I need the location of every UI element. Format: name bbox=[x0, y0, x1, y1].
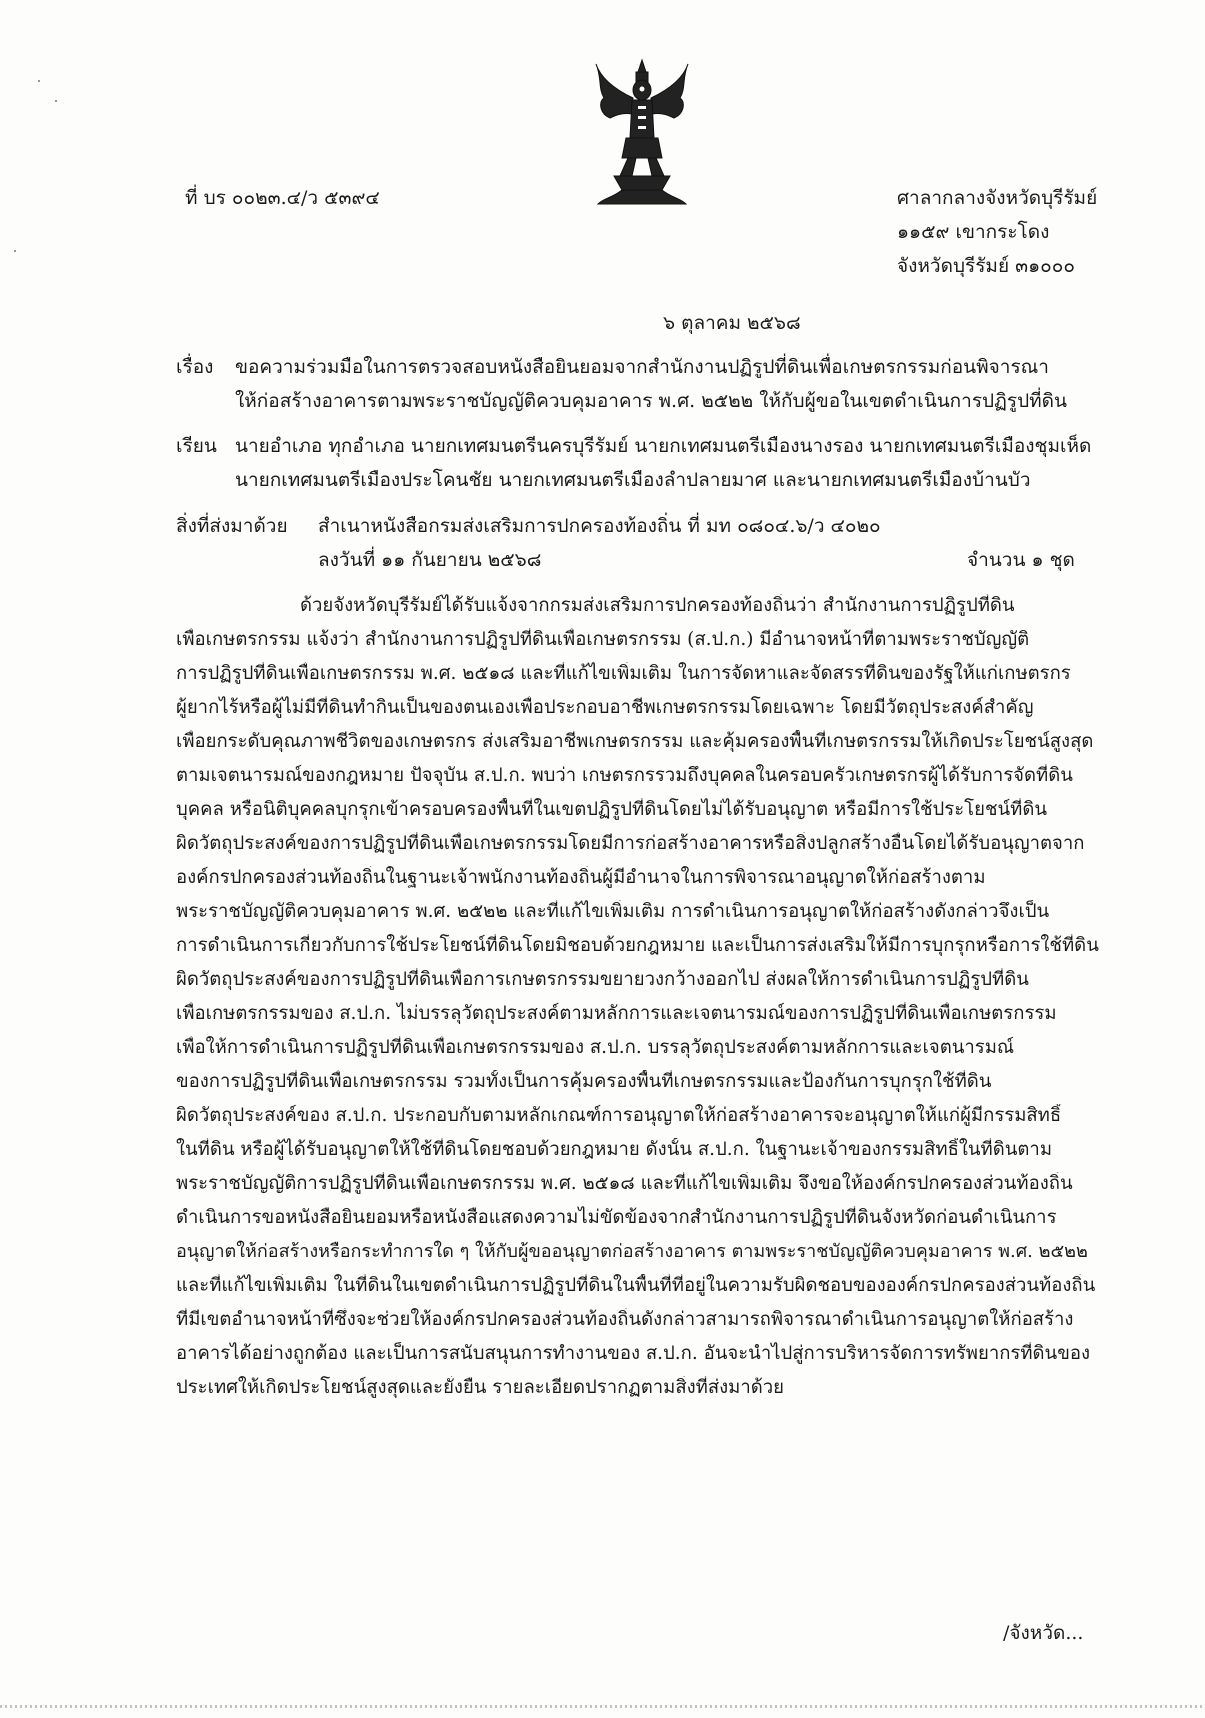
body-line: การดำเนินการเกี่ยวกับการใช้ประโยชน์ที่ดินโดยมิชอบด้วยกฎหมาย และเป็นการส่งเสริมให้มีการบุกรุกหรือการใช้ที่ดิน bbox=[176, 935, 1099, 956]
address-line: จังหวัดบุรีรัมย์ ๓๑๐๐๐ bbox=[897, 255, 1075, 277]
body-line: บุคคล หรือนิติบุคคลบุกรุกเข้าครอบครองพื้นที่ในเขตปฏิรูปที่ดินโดยไม่ได้รับอนุญาต หรือมีการใช้ประโยชน์ที่ดิน bbox=[176, 799, 1047, 820]
body-line: การปฏิรูปที่ดินเพื่อเกษตรกรรม พ.ศ. ๒๕๑๘ และที่แก้ไขเพิ่มเติม ในการจัดหาและจัดสรรที่ดินของรัฐให้แก่เกษตรกร bbox=[176, 663, 1071, 684]
body-line: ที่มีเขตอำนาจหน้าที่ซึ่งจะช่วยให้องค์กรปกครองส่วนท้องถิ่นดังกล่าวสามารถพิจารณาดำเนินการอนุญาตให้ก่อสร้าง bbox=[176, 1309, 1074, 1330]
body-line: พระราชบัญญัติการปฏิรูปที่ดินเพื่อเกษตรกรรม พ.ศ. ๒๕๑๘ และที่แก้ไขเพิ่มเติม จึงขอให้องค์กรปกครองส่วนท้องถิ่น bbox=[176, 1173, 1073, 1194]
body-line: องค์กรปกครองส่วนท้องถิ่นในฐานะเจ้าพนักงานท้องถิ่นผู้มีอำนาจในการพิจารณาอนุญาตให้ก่อสร้างตาม bbox=[176, 867, 986, 888]
body-line: ในที่ดิน หรือผู้ได้รับอนุญาตให้ใช้ที่ดินโดยชอบด้วยกฎหมาย ดังนั้น ส.ป.ก. ในฐานะเจ้าของกรรมสิทธิ์ในที่ดินตาม bbox=[176, 1139, 1053, 1160]
subject-line: ให้ก่อสร้างอาคารตามพระราชบัญญัติควบคุมอาคาร พ.ศ. ๒๕๒๒ ให้กับผู้ขอในเขตดำเนินการปฏิรูปที่ดิน bbox=[235, 390, 1067, 412]
body-line: เพื่อให้การดำเนินการปฏิรูปที่ดินเพื่อเกษตรกรรมของ ส.ป.ก. บรรลุวัตถุประสงค์ตามหลักการและเจตนารมณ์ bbox=[176, 1037, 1015, 1058]
recipient-line: นายกเทศมนตรีเมืองประโคนชัย นายกเทศมนตรีเมืองลำปลายมาศ และนายกเทศมนตรีเมืองบ้านบัว bbox=[235, 469, 1031, 491]
body-line: ประเทศให้เกิดประโยชน์สูงสุดและยั่งยืน รายละเอียดปรากฏตามสิ่งที่ส่งมาด้วย bbox=[176, 1377, 784, 1398]
reference-number: ที่ บร ๐๐๒๓.๔/ว ๕๓๙๔ bbox=[185, 187, 380, 209]
address-line: ศาลากลางจังหวัดบุรีรัมย์ bbox=[897, 187, 1098, 209]
body-line: ผิดวัตถุประสงค์ของ ส.ป.ก. ประกอบกับตามหลักเกณฑ์การอนุญาตให้ก่อสร้างอาคารจะอนุญาตให้แก่ผู้มีกรรมสิทธิ์ bbox=[176, 1105, 1062, 1126]
enclosure-count: จำนวน ๑ ชุด bbox=[967, 549, 1075, 571]
garuda-emblem-icon bbox=[592, 58, 692, 208]
recipient-line: นายอำเภอ ทุกอำเภอ นายกเทศมนตรีนครบุรีรัมย์ นายกเทศมนตรีเมืองนางรอง นายกเทศมนตรีเมืองชุมเห็ด bbox=[235, 435, 1092, 457]
body-line: ผู้ยากไร้หรือผู้ไม่มีที่ดินทำกินเป็นของตนเองเพื่อประกอบอาชีพเกษตรกรรมโดยเฉพาะ โดยมีวัตถุประสงค์สำคัญ bbox=[176, 697, 1034, 718]
body-line: และที่แก้ไขเพิ่มเติม ในที่ดินในเขตดำเนินการปฏิรูปที่ดินในพื้นที่ที่อยู่ในความรับผิดชอบขององค์กรปกครองส่วนท้องถิ่น bbox=[176, 1275, 1096, 1296]
scan-edge-artifact bbox=[0, 1705, 1205, 1708]
body-line: ดำเนินการขอหนังสือยินยอมหรือหนังสือแสดงความไม่ขัดข้องจากสำนักงานการปฏิรูปที่ดินจังหวัดก่อนดำเนินการ bbox=[176, 1207, 1057, 1228]
body-line: ผิดวัตถุประสงค์ของการปฏิรูปที่ดินเพื่อเกษตรกรรมโดยมีการก่อสร้างอาคารหรือสิ่งปลูกสร้างอื่นโดยได้รับอนุญาตจาก bbox=[176, 833, 1085, 854]
subject-line: ขอความร่วมมือในการตรวจสอบหนังสือยินยอมจากสำนักงานปฏิรูปที่ดินเพื่อเกษตรกรรมก่อนพิจารณา bbox=[235, 356, 1049, 378]
enclosure-line: ลงวันที่ ๑๑ กันยายน ๒๕๖๘ bbox=[318, 549, 542, 571]
body-line: เพื่อยกระดับคุณภาพชีวิตของเกษตรกร ส่งเสริมอาชีพเกษตรกรรม และคุ้มครองพื้นที่เกษตรกรรมให้เกิดประโยชน์สูงสุด bbox=[176, 731, 1094, 752]
enclosure-label: สิ่งที่ส่งมาด้วย bbox=[176, 515, 288, 537]
scan-speck bbox=[38, 80, 40, 82]
continuation-marker: /จังหวัด... bbox=[1003, 1622, 1084, 1644]
body-line: อาคารได้อย่างถูกต้อง และเป็นการสนับสนุนการทำงานของ ส.ป.ก. อันจะนำไปสู่การบริหารจัดการทรัพยากรที่ดินของ bbox=[176, 1343, 1090, 1364]
body-line: ด้วยจังหวัดบุรีรัมย์ได้รับแจ้งจากกรมส่งเสริมการปกครองท้องถิ่นว่า สำนักงานการปฏิรูปที่ดิน bbox=[300, 595, 1015, 616]
body-line: พระราชบัญญัติควบคุมอาคาร พ.ศ. ๒๕๒๒ และที่แก้ไขเพิ่มเติม การดำเนินการอนุญาตให้ก่อสร้างดังกล่าวจึงเป็น bbox=[176, 901, 1050, 922]
body-line: ของการปฏิรูปที่ดินเพื่อเกษตรกรรม รวมทั้งเป็นการคุ้มครองพื้นที่เกษตรกรรมและป้องกันการบุกรุกใช้ที่ดิน bbox=[176, 1071, 992, 1092]
letter-date: ๖ ตุลาคม ๒๕๖๘ bbox=[663, 312, 801, 334]
address-line: ๑๑๕๙ เขากระโดง bbox=[897, 221, 1050, 243]
recipient-label: เรียน bbox=[176, 435, 217, 457]
body-line: เพื่อเกษตรกรรม แจ้งว่า สำนักงานการปฏิรูปที่ดินเพื่อเกษตรกรรม (ส.ป.ก.) มีอำนาจหน้าที่ตามพระราชบัญญัติ bbox=[176, 629, 1030, 650]
body-line: ตามเจตนารมณ์ของกฎหมาย ปัจจุบัน ส.ป.ก. พบว่า เกษตรกรรวมถึงบุคคลในครอบครัวเกษตรกรผู้ได้รับการจัดที่ดิน bbox=[176, 765, 1073, 786]
scan-speck bbox=[14, 250, 16, 252]
body-line: อนุญาตให้ก่อสร้างหรือกระทำการใด ๆ ให้กับผู้ขออนุญาตก่อสร้างอาคาร ตามพระราชบัญญัติควบคุมอาคาร พ.ศ. ๒๕๒๒ bbox=[176, 1241, 1088, 1262]
body-line: ผิดวัตถุประสงค์ของการปฏิรูปที่ดินเพื่อการเกษตรกรรมขยายวงกว้างออกไป ส่งผลให้การดำเนินการปฏิรูปที่ดิน bbox=[176, 969, 1029, 990]
scan-speck bbox=[55, 100, 57, 102]
body-line: เพื่อเกษตรกรรมของ ส.ป.ก. ไม่บรรลุวัตถุประสงค์ตามหลักการและเจตนารมณ์ของการปฏิรูปที่ดินเพื่อเกษตรกรรม bbox=[176, 1003, 1057, 1024]
subject-label: เรื่อง bbox=[176, 356, 214, 378]
enclosure-line: สำเนาหนังสือกรมส่งเสริมการปกครองท้องถิ่น ที่ มท ๐๘๐๔.๖/ว ๔๐๒๐ bbox=[318, 515, 881, 537]
